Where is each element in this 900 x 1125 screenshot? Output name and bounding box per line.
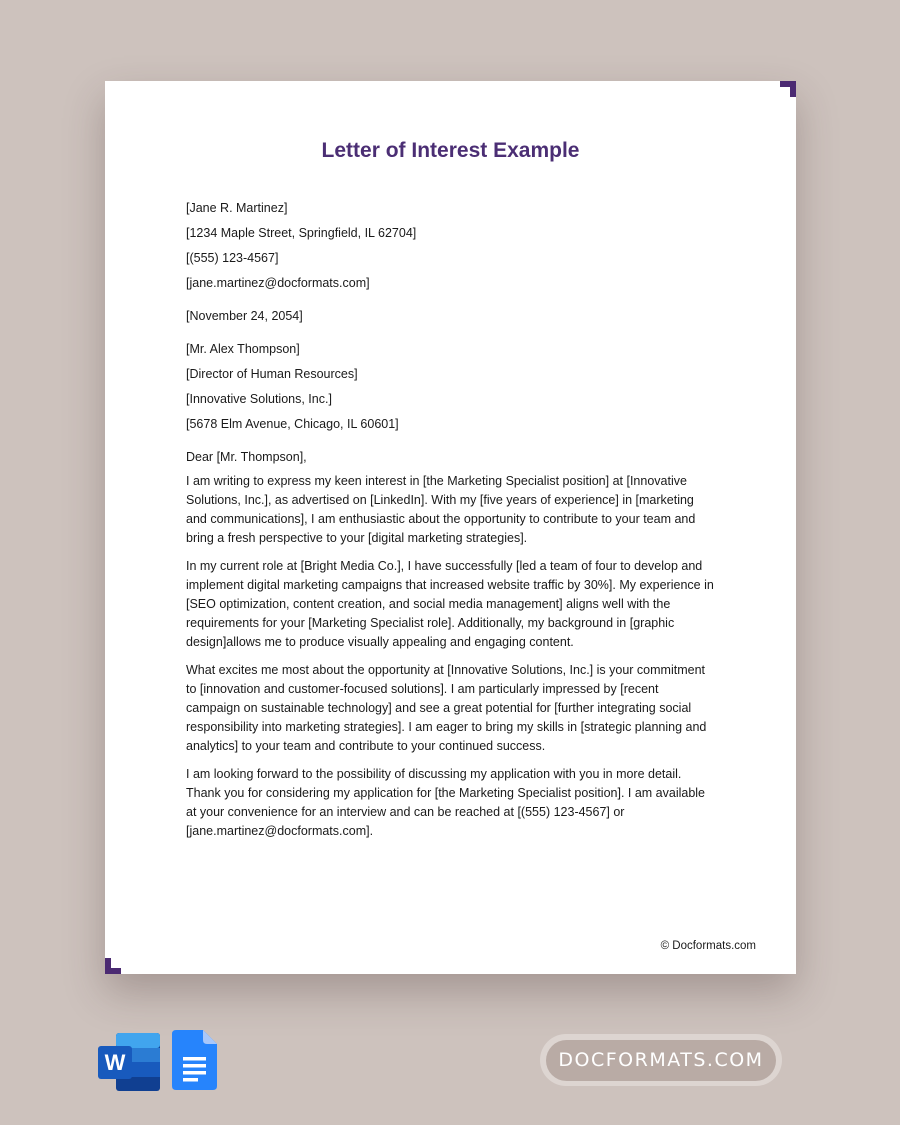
recipient-name: [Mr. Alex Thompson]: [186, 342, 300, 356]
recipient-company: [Innovative Solutions, Inc.]: [186, 392, 332, 406]
document-page: [105, 81, 796, 974]
docformats-badge-label: DOCFORMATS.COM: [546, 1040, 776, 1081]
microsoft-word-icon[interactable]: [98, 1033, 161, 1091]
svg-text:W: W: [104, 1050, 126, 1075]
docformats-badge[interactable]: [540, 1034, 782, 1086]
body-paragraph: In my current role at [Bright Media Co.], I have successfully [led a team of four to develop and implement digital marketing campaigns that increased website traffic by 30%]. My experience in [SEO optimization, content creation, and social media management] aligns well with the requirements for your [Marketing Specialist role]. Additionally, my background in [graphic design]allows me to produce visually appealing and engaging content.: [186, 559, 714, 649]
corner-accent-bottom-left: [105, 958, 121, 974]
recipient-address: [5678 Elm Avenue, Chicago, IL 60601]: [186, 417, 399, 431]
letter-body: [186, 196, 716, 850]
body-paragraph: I am looking forward to the possibility of discussing my application with you in more detail. Thank you for considering my application for [the Marketing Specialist position]. I am available at your convenience for an interview and can be reached at [(555) 123-4567] or [jane.martinez@docformats.com].: [186, 767, 706, 838]
body-paragraph: I am writing to express my keen interest in [the Marketing Specialist position] at [Innovative Solutions, Inc.], as advertised on [LinkedIn]. With my [five years of experience] in [marketing and communications], I am enthusiastic about the opportunity to contribute to your team and bring a fresh perspective to your [digital marketing strategies].: [186, 474, 696, 545]
body-paragraph: What excites me most about the opportunity at [Innovative Solutions, Inc.] is your commitment to [innovation and customer-focused solutions]. I am particularly impressed by [recent campaign on sustainable technology] and see a great potential for [further integrating social responsibility into marketing strategies]. I am eager to bring my skills in [strategic planning and analytics] to your team and contribute to your continued success.: [186, 663, 707, 753]
corner-accent-top-right: [780, 81, 796, 97]
document-title: Letter of Interest Example: [321, 139, 580, 162]
copyright-notice: © Docformats.com: [660, 940, 756, 952]
letter-date: [November 24, 2054]: [186, 309, 303, 323]
sender-phone: [(555) 123-4567]: [186, 251, 279, 265]
recipient-title: [Director of Human Resources]: [186, 367, 358, 381]
sender-name: [Jane R. Martinez]: [186, 201, 288, 215]
sender-address: [1234 Maple Street, Springfield, IL 62704]: [186, 226, 417, 240]
salutation: Dear [Mr. Thompson],: [186, 450, 307, 464]
sender-email: [jane.martinez@docformats.com]: [186, 276, 370, 290]
google-docs-icon[interactable]: [172, 1030, 217, 1090]
